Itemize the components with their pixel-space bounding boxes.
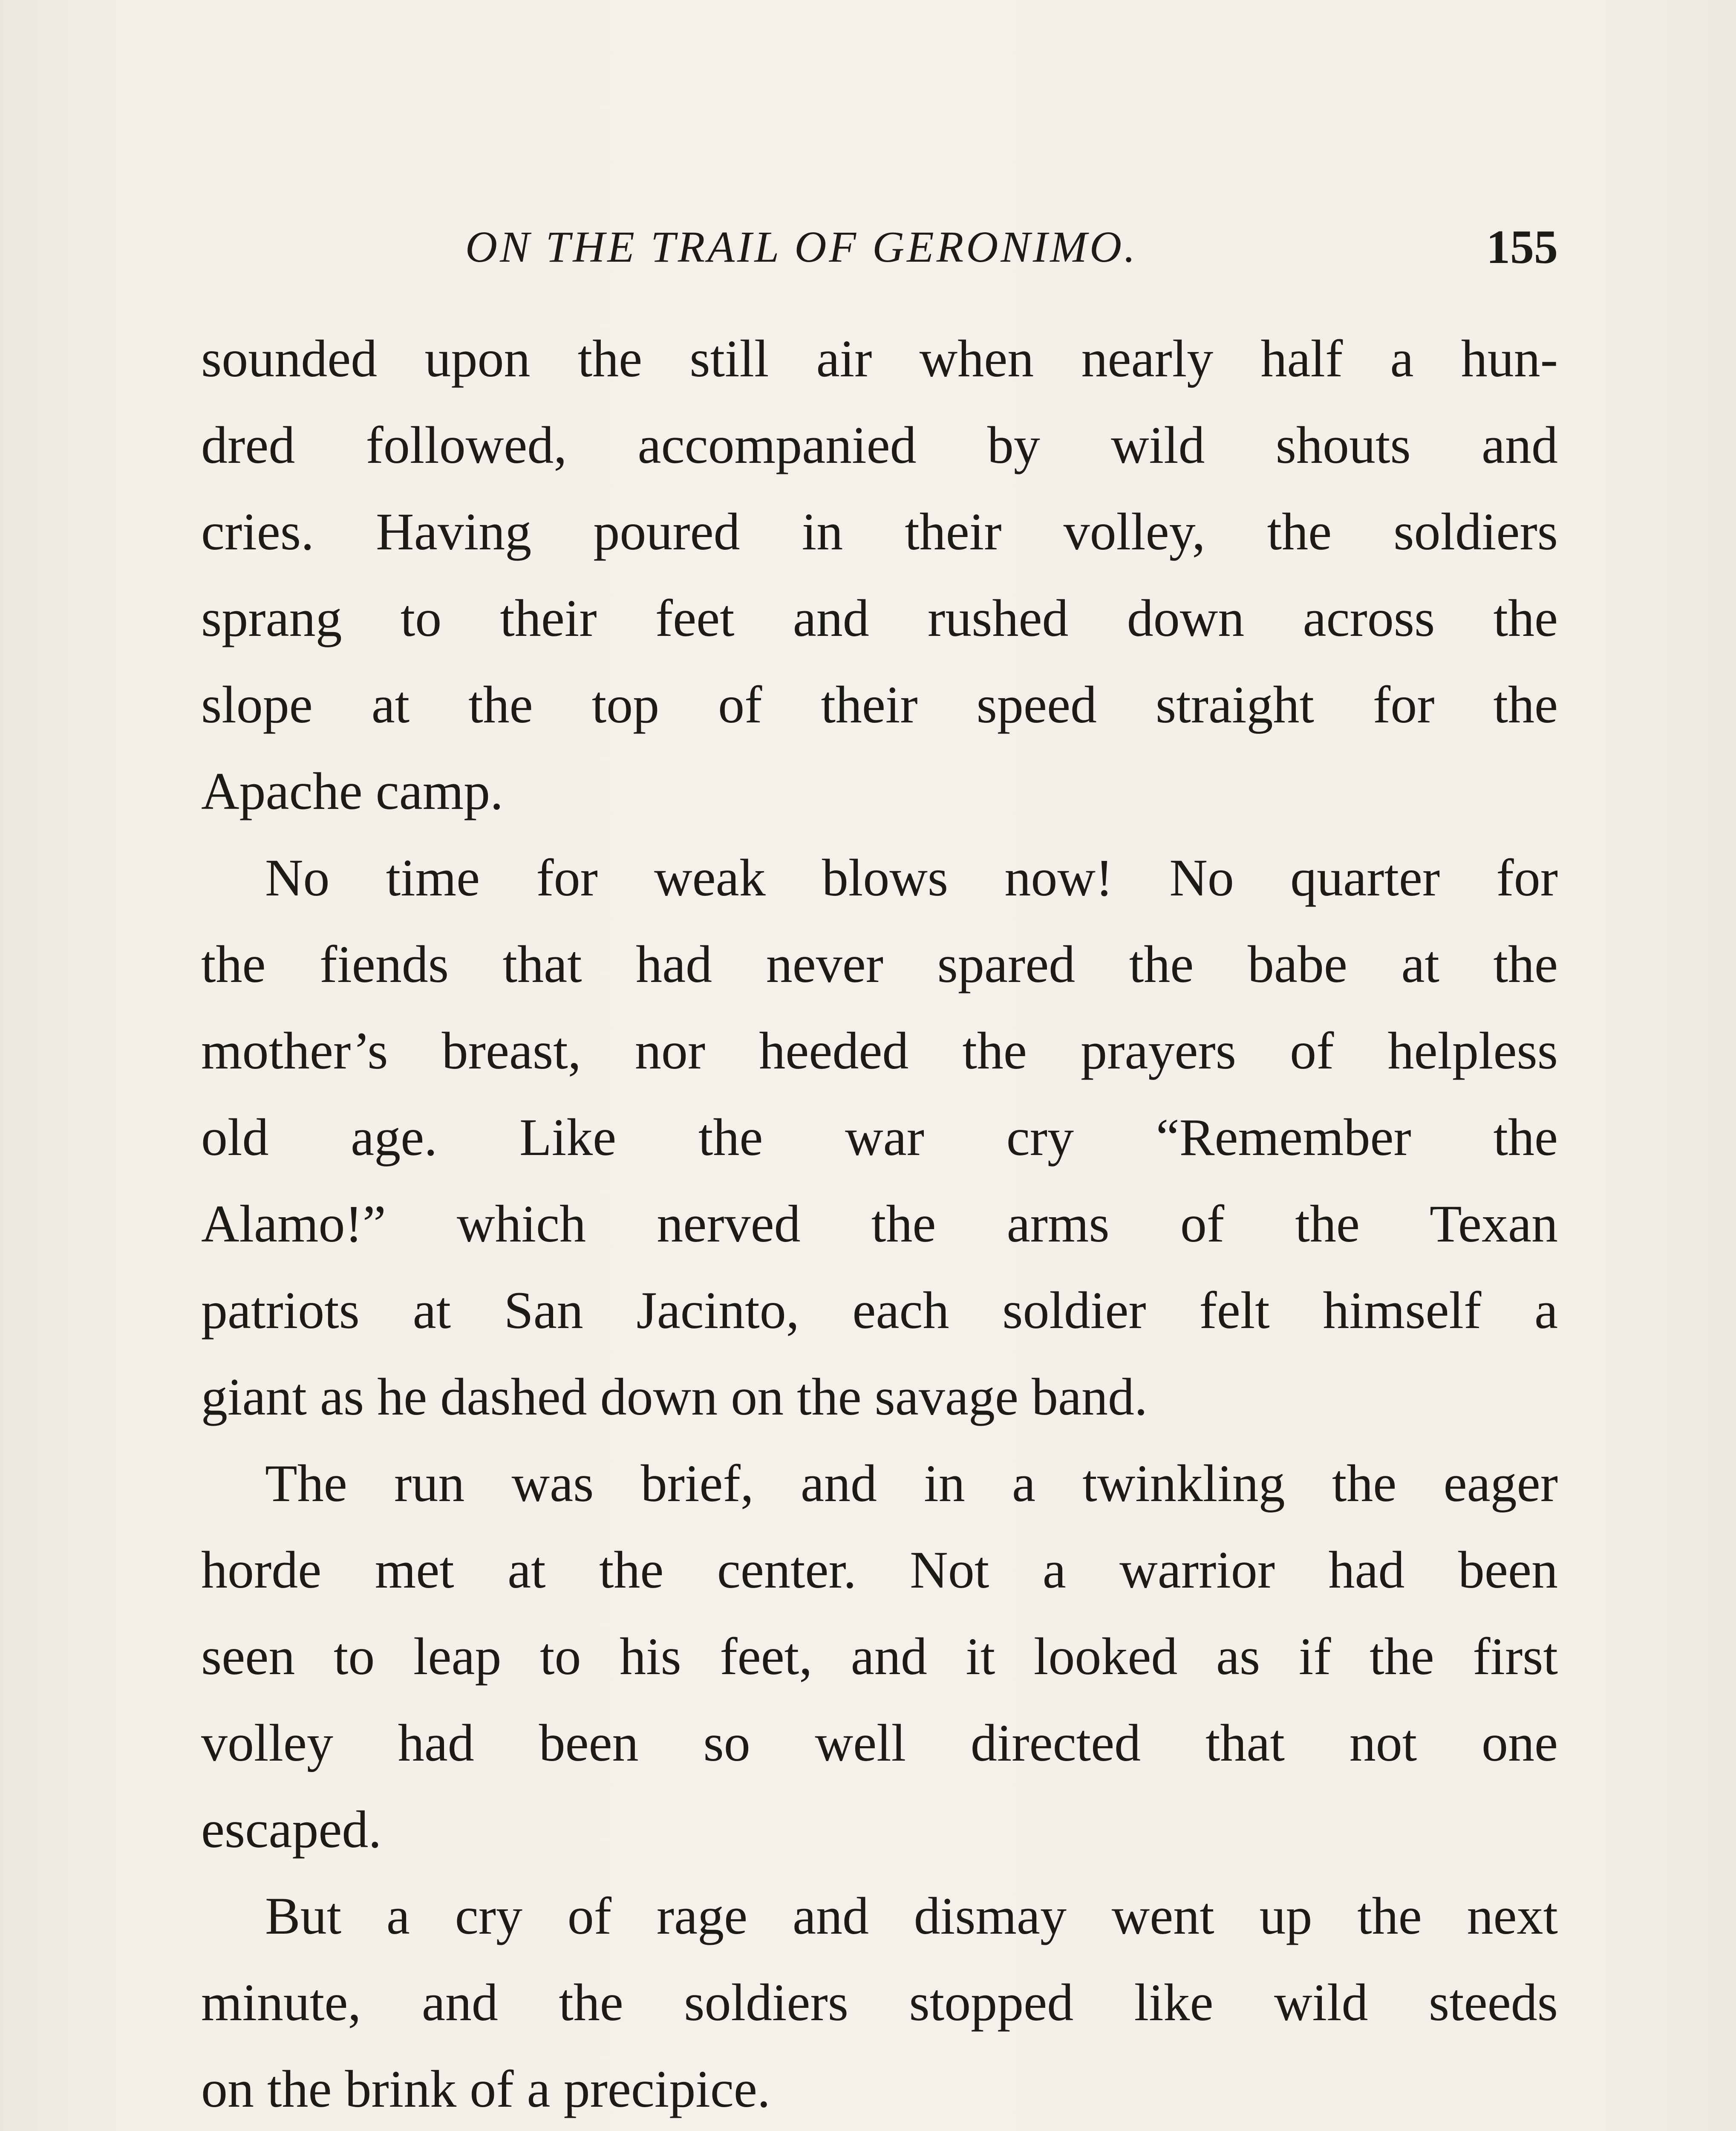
text-line: escaped. <box>201 1800 382 1859</box>
text-line: horde met at the center. Not a warrior had been <box>201 1541 1558 1599</box>
text-line: seen to leap to his feet, and it looked as if the first <box>201 1627 1558 1686</box>
text-line: The run was brief, and in a twinkling the eager <box>265 1454 1558 1513</box>
text-line: on the brink of a precipice. <box>201 2060 770 2118</box>
text-line: Alamo!” which nerved the arms of the Texan <box>201 1195 1558 1253</box>
text-line: mother’s breast, nor heeded the prayers of helpless <box>201 1022 1558 1080</box>
text-line: sounded upon the still air when nearly half a hun- <box>201 329 1558 388</box>
page-header <box>201 213 1558 286</box>
text-line: cries. Having poured in their volley, the soldiers <box>201 502 1558 561</box>
text-line: minute, and the soldiers stopped like wild steeds <box>201 1973 1558 2032</box>
text-line: Apache camp. <box>201 762 504 820</box>
text-line: patriots at San Jacinto, each soldier felt himself a <box>201 1281 1558 1340</box>
body-text <box>201 315 1558 2131</box>
text-line: volley had been so well directed that not one <box>201 1714 1558 1772</box>
text-line: slope at the top of their speed straight for the <box>201 676 1558 734</box>
text-line: dred followed, accompanied by wild shouts and <box>201 416 1558 474</box>
running-head: ON THE TRAIL OF GERONIMO. <box>465 222 1138 271</box>
text-line: old age. Like the war cry “Remember the <box>201 1108 1558 1167</box>
text-line: sprang to their feet and rushed down across the <box>201 589 1558 647</box>
text-line: But a cry of rage and dismay went up the next <box>265 1887 1558 1945</box>
text-line: giant as he dashed down on the savage band. <box>201 1368 1148 1426</box>
text-line: No time for weak blows now! No quarter for <box>265 849 1558 907</box>
page-number: 155 <box>1486 221 1558 274</box>
text-line: the fiends that had never spared the babe at the <box>201 935 1558 993</box>
